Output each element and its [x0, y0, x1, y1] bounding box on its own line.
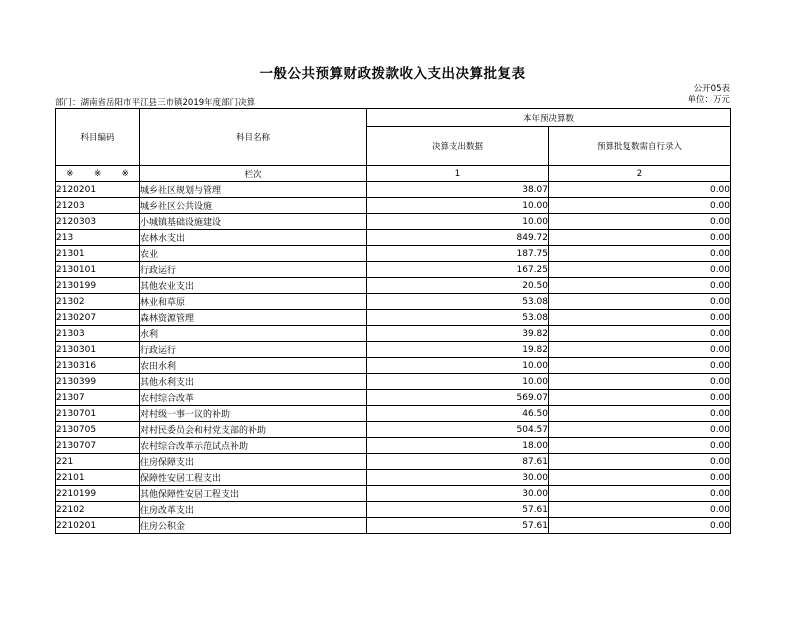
cell-budget-reply: 0.00 [549, 470, 731, 486]
table-row [56, 294, 731, 310]
cell-final-expenditure: 39.82 [367, 326, 549, 342]
cell-subject-code: 2130301 [56, 342, 140, 358]
cell-budget-reply: 0.00 [549, 182, 731, 198]
cell-subject-code: 22101 [56, 470, 140, 486]
cell-subject-code: 2130707 [56, 438, 140, 454]
cell-final-expenditure: 187.75 [367, 246, 549, 262]
cell-subject-name: 其他农业支出 [140, 278, 367, 294]
cell-final-expenditure: 10.00 [367, 214, 549, 230]
lineno-label: 栏次 [140, 166, 367, 182]
table-header-row-1 [56, 109, 731, 127]
header-col-code: 科目编码 [56, 109, 140, 166]
table-row [56, 502, 731, 518]
cell-subject-name: 农林水支出 [140, 230, 367, 246]
cell-subject-code: 2130101 [56, 262, 140, 278]
cell-subject-name: 其他水利支出 [140, 374, 367, 390]
cell-final-expenditure: 10.00 [367, 358, 549, 374]
cell-subject-name: 小城镇基础设施建设 [140, 214, 367, 230]
cell-subject-code: 2130207 [56, 310, 140, 326]
table-row [56, 390, 731, 406]
header-col-v1: 决算支出数据 [367, 127, 549, 166]
cell-subject-code: 21301 [56, 246, 140, 262]
cell-budget-reply: 0.00 [549, 294, 731, 310]
cell-final-expenditure: 30.00 [367, 486, 549, 502]
cell-final-expenditure: 57.61 [367, 518, 549, 534]
cell-subject-name: 城乡社区规划与管理 [140, 182, 367, 198]
cell-budget-reply: 0.00 [549, 502, 731, 518]
cell-budget-reply: 0.00 [549, 230, 731, 246]
cell-subject-code: 213 [56, 230, 140, 246]
cell-subject-name: 保障性安居工程支出 [140, 470, 367, 486]
table-row [56, 470, 731, 486]
lineno-mark-1: ※ [66, 168, 74, 179]
budget-table [55, 108, 731, 534]
cell-final-expenditure: 10.00 [367, 198, 549, 214]
cell-final-expenditure: 569.07 [367, 390, 549, 406]
table-row [56, 326, 731, 342]
cell-budget-reply: 0.00 [549, 326, 731, 342]
cell-subject-code: 2210201 [56, 518, 140, 534]
cell-budget-reply: 0.00 [549, 438, 731, 454]
cell-budget-reply: 0.00 [549, 214, 731, 230]
header-col-name: 科目名称 [140, 109, 367, 166]
cell-subject-name: 行政运行 [140, 262, 367, 278]
cell-subject-code: 21303 [56, 326, 140, 342]
cell-final-expenditure: 87.61 [367, 454, 549, 470]
cell-subject-code: 21203 [56, 198, 140, 214]
cell-budget-reply: 0.00 [549, 310, 731, 326]
cell-subject-code: 2130705 [56, 422, 140, 438]
form-code-block [687, 84, 730, 106]
cell-final-expenditure: 849.72 [367, 230, 549, 246]
cell-subject-code: 2130199 [56, 278, 140, 294]
cell-budget-reply: 0.00 [549, 422, 731, 438]
cell-final-expenditure: 20.50 [367, 278, 549, 294]
table-lineno-row [56, 166, 731, 182]
lineno-mark-2: ※ [93, 168, 102, 179]
cell-subject-code: 2120201 [56, 182, 140, 198]
header-group-title: 本年预决算数 [367, 109, 731, 127]
cell-budget-reply: 0.00 [549, 374, 731, 390]
table-row [56, 230, 731, 246]
cell-budget-reply: 0.00 [549, 486, 731, 502]
table-row [56, 278, 731, 294]
cell-subject-code: 2120303 [56, 214, 140, 230]
cell-subject-name: 住房改革支出 [140, 502, 367, 518]
table-row [56, 310, 731, 326]
cell-subject-name: 农村综合改革示范试点补助 [140, 438, 367, 454]
unit-note: 单位：万元 [687, 95, 730, 105]
table-row [56, 422, 731, 438]
cell-subject-name: 水利 [140, 326, 367, 342]
cell-final-expenditure: 53.08 [367, 294, 549, 310]
table-row [56, 342, 731, 358]
cell-budget-reply: 0.00 [549, 358, 731, 374]
cell-budget-reply: 0.00 [549, 198, 731, 214]
cell-subject-code: 221 [56, 454, 140, 470]
cell-subject-name: 农田水利 [140, 358, 367, 374]
cell-budget-reply: 0.00 [549, 262, 731, 278]
header-col-v2: 预算批复数需自行录入 [549, 127, 731, 166]
cell-subject-name: 对村民委员会和村党支部的补助 [140, 422, 367, 438]
cell-budget-reply: 0.00 [549, 454, 731, 470]
table-row [56, 262, 731, 278]
table-row [56, 454, 731, 470]
table-row [56, 214, 731, 230]
cell-budget-reply: 0.00 [549, 390, 731, 406]
table-row [56, 358, 731, 374]
cell-final-expenditure: 167.25 [367, 262, 549, 278]
cell-final-expenditure: 57.61 [367, 502, 549, 518]
cell-subject-code: 2130316 [56, 358, 140, 374]
cell-final-expenditure: 53.08 [367, 310, 549, 326]
cell-budget-reply: 0.00 [549, 406, 731, 422]
cell-subject-name: 其他保障性安居工程支出 [140, 486, 367, 502]
lineno-v1: 1 [367, 166, 549, 182]
cell-subject-name: 对村级一事一议的补助 [140, 406, 367, 422]
cell-subject-code: 21302 [56, 294, 140, 310]
cell-final-expenditure: 19.82 [367, 342, 549, 358]
cell-budget-reply: 0.00 [549, 278, 731, 294]
cell-final-expenditure: 30.00 [367, 470, 549, 486]
page-title: 一般公共预算财政拨款收入支出决算批复表 [259, 66, 526, 82]
table-row [56, 198, 731, 214]
cell-subject-name: 农业 [140, 246, 367, 262]
table-row [56, 438, 731, 454]
cell-final-expenditure: 504.57 [367, 422, 549, 438]
document-page [0, 62, 785, 617]
table-body [56, 182, 731, 534]
table-row [56, 182, 731, 198]
cell-final-expenditure: 10.00 [367, 374, 549, 390]
cell-subject-code: 2210199 [56, 486, 140, 502]
cell-budget-reply: 0.00 [549, 246, 731, 262]
cell-subject-name: 住房公积金 [140, 518, 367, 534]
cell-subject-code: 21307 [56, 390, 140, 406]
cell-budget-reply: 0.00 [549, 342, 731, 358]
cell-subject-code: 22102 [56, 502, 140, 518]
lineno-mark-3: ※ [121, 168, 129, 179]
cell-subject-name: 行政运行 [140, 342, 367, 358]
cell-subject-name: 城乡社区公共设施 [140, 198, 367, 214]
cell-subject-name: 农村综合改革 [140, 390, 367, 406]
cell-subject-code: 2130701 [56, 406, 140, 422]
cell-subject-code: 2130399 [56, 374, 140, 390]
cell-final-expenditure: 38.07 [367, 182, 549, 198]
cell-final-expenditure: 46.50 [367, 406, 549, 422]
lineno-marks [56, 166, 140, 182]
cell-subject-name: 森林资源管理 [140, 310, 367, 326]
table-row [56, 486, 731, 502]
form-code: 公开05表 [693, 84, 730, 94]
table-row [56, 374, 731, 390]
table-row [56, 406, 731, 422]
cell-budget-reply: 0.00 [549, 518, 731, 534]
lineno-v2: 2 [549, 166, 731, 182]
cell-subject-name: 住房保障支出 [140, 454, 367, 470]
table-row [56, 246, 731, 262]
cell-final-expenditure: 18.00 [367, 438, 549, 454]
document-meta [55, 82, 730, 108]
cell-subject-name: 林业和草原 [140, 294, 367, 310]
department-line: 部门：湖南省岳阳市平江县三市镇2019年度部门决算 [55, 98, 256, 108]
table-row [56, 518, 731, 534]
